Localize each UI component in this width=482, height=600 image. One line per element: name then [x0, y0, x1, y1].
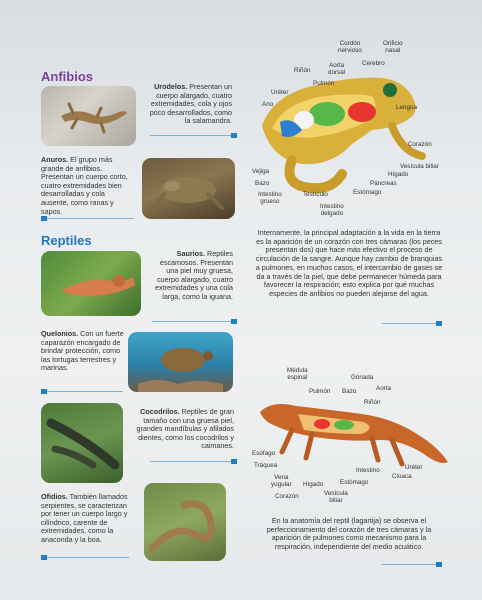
frog-label-rinon: Riñón	[294, 67, 311, 74]
frog-label-vesicula: Vesícula biliar	[400, 163, 439, 170]
frog-label-vejiga: Vejiga	[252, 168, 270, 175]
quelonios-divider	[41, 390, 123, 394]
frog-label-testiculo: Testículo	[303, 191, 328, 198]
cocodrilos-divider	[150, 460, 237, 464]
lizard-label-corazon: Corazón	[275, 493, 299, 500]
amphibian-paragraph: Internamente, la principal adaptación a la vida en la tierra es la aparición de un corazón con tres cámaras (los peces presentan dos) que hace más efectivo el proceso de circulación de la sangre. Aunque hay cambio de branquias a pulmones, en muchos casos, el intercambio de gases se da a través de la piel, que debe permanecer húmeda para favorecer la respiración; esto explica por qué muchas especies de anfibios no pueden alejarse del agua.	[255, 228, 443, 298]
saurios-description: Reptiles escamosos. Presentan una piel muy gruesa, cuerpo alargado, cuatro extremidades y una cola larga, como la iguana.	[155, 249, 233, 301]
frog-label-bazo: Bazo	[255, 180, 270, 187]
frog-photo	[142, 158, 235, 219]
frog-anatomy-diagram	[252, 56, 432, 206]
quelonios-term: Quelonios.	[41, 329, 79, 338]
quelonios-description: Con un fuerte caparazón encargado de brindar protección, como las tortugas terrestres y marinas.	[41, 329, 124, 373]
lizard-label-estomago: Estómago	[340, 479, 369, 486]
ofidios-description: También llamados serpientes, se caracterizan por tener un cuerpo largo y cilíndrico, carente de extremidades, como la anaconda y la boa.	[41, 492, 128, 544]
lizard-label-vena: Vena yugular	[271, 474, 292, 488]
cocodrilos-term: Cocodrilos.	[140, 407, 180, 416]
lizard-label-aorta: Aorta	[376, 385, 392, 392]
anuros-divider	[41, 217, 134, 221]
snake-photo	[144, 483, 226, 561]
frog-label-pulmon: Pulmón	[313, 80, 335, 87]
reptile-paragraph-divider	[382, 563, 442, 567]
frog-label-higado: Hígado	[388, 171, 409, 178]
lizard-label-ureter: Uréter	[405, 464, 423, 471]
frog-label-orificio: Orificio nasal	[383, 40, 403, 54]
reptiles-heading: Reptiles	[41, 233, 92, 248]
frog-label-cerebro: Cerebro	[362, 60, 385, 67]
turtle-photo	[128, 332, 233, 392]
lizard-label-esofago: Esófago	[252, 450, 276, 457]
frog-label-pancreas: Páncreas	[370, 180, 397, 187]
anuros-text	[41, 156, 133, 216]
frog-label-delgado: Intestino delgado	[320, 203, 344, 217]
frog-label-grueso: Intestino grueso	[258, 191, 282, 205]
lizard-label-gonada: Gónada	[351, 374, 374, 381]
urodelos-term: Urodelos.	[154, 82, 188, 91]
frog-label-estomago: Estómago	[353, 189, 382, 196]
ofidios-divider	[41, 556, 129, 560]
frog-label-lengua: Lengua	[396, 104, 418, 111]
ofidios-text	[41, 493, 131, 545]
ofidios-term: Ofidios.	[41, 492, 68, 501]
frog-label-cordon: Cordón nervioso	[338, 40, 362, 54]
urodelos-description: Presentan un cuerpo alargado, cuatro extremidades, cola y ojos poco desarrollados, como la salamandra.	[149, 82, 232, 126]
amphibian-paragraph-divider	[382, 322, 442, 326]
lizard-label-vesicula: Vesícula biliar	[324, 490, 348, 504]
saurios-divider	[152, 320, 237, 324]
lizard-label-medula: Médula espinal	[287, 367, 308, 381]
lizard-label-rinon: Riñón	[364, 399, 381, 406]
saurios-text	[152, 250, 233, 302]
quelonios-text	[41, 330, 125, 373]
lizard-label-traquea: Tráquea	[254, 462, 278, 469]
lizard-label-bazo: Bazo	[342, 388, 357, 395]
amphibians-heading: Anfibios	[41, 69, 93, 84]
urodelos-divider	[150, 134, 237, 138]
cocodrilos-description: Reptiles de gran tamaño con una gruesa piel, grandes mandíbulas y afilados dientes, como los cocodrilos y caimanes.	[136, 407, 234, 451]
iguana-photo	[41, 251, 141, 316]
frog-label-ureter: Uréter	[271, 89, 289, 96]
lizard-label-intestino: Intestino	[356, 467, 380, 474]
cocodrilos-text	[131, 408, 234, 451]
lizard-label-pulmon: Pulmón	[309, 388, 331, 395]
frog-label-corazon: Corazón	[408, 141, 432, 148]
lizard-label-higado: Hígado	[303, 481, 324, 488]
frog-label-ano: Ano	[262, 101, 274, 108]
reptile-paragraph: En la anatomía del reptil (lagartija) se observa el perfeccionamiento del corazón de tres cámaras y la aparición de pulmones como mecanismo para la respiración, independiente del medio acuático.	[266, 516, 432, 552]
anuros-description: El grupo más grande de anfibios. Presentan un cuerpo corto, cuatro extremidades bien desarrolladas y cola ausente, como ranas y sapos.	[41, 155, 128, 216]
saurios-term: Saurios.	[176, 249, 206, 258]
salamander-photo	[41, 86, 136, 146]
lizard-label-cloaca: Cloaca	[392, 473, 412, 480]
urodelos-text	[146, 83, 232, 126]
crocodile-photo	[41, 403, 123, 483]
anuros-term: Anuros.	[41, 155, 69, 164]
frog-label-aorta: Aorta dorsal	[328, 62, 346, 76]
